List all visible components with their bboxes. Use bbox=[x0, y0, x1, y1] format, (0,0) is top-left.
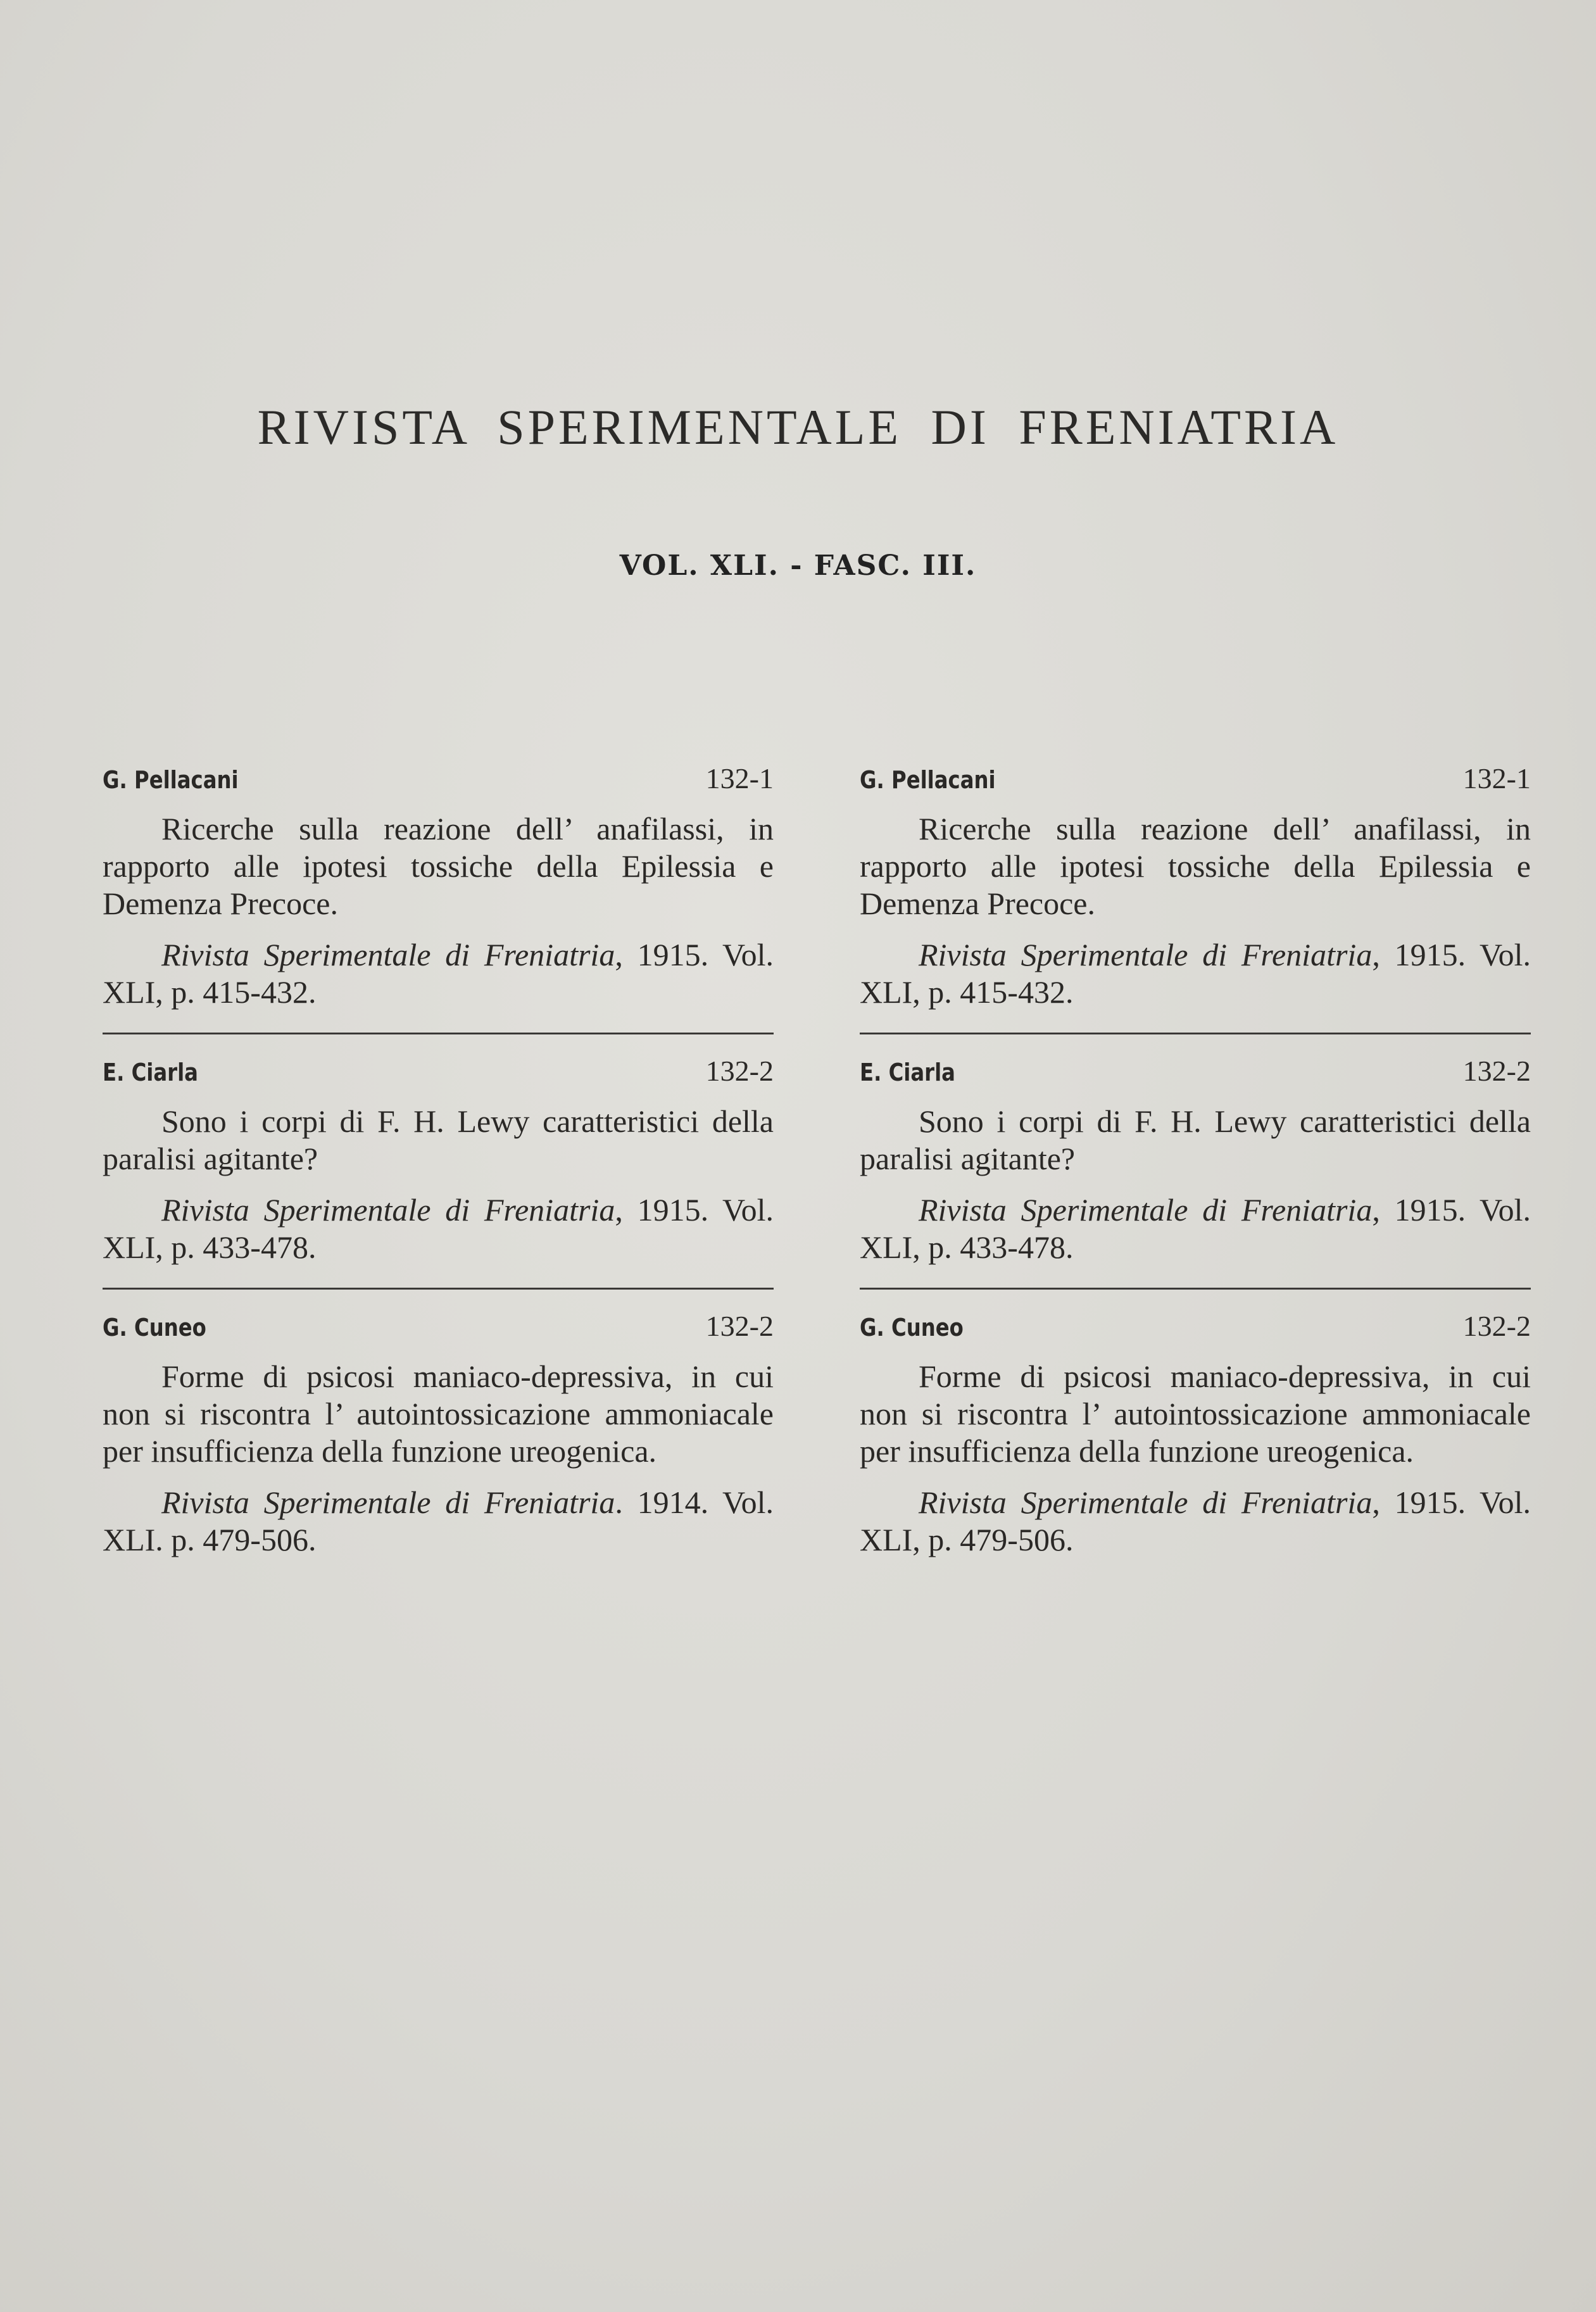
divider bbox=[103, 1033, 774, 1034]
journal-name: Rivista Sperimentale di Freniatria bbox=[919, 937, 1373, 972]
author: G. Cuneo bbox=[103, 1314, 206, 1341]
entry-code: 132-1 bbox=[705, 762, 774, 795]
entry-code: 132-2 bbox=[705, 1310, 774, 1342]
journal-name: Rivista Sperimentale di Freniatria bbox=[161, 1192, 615, 1228]
volume-pages: Vol. XLI, p. 415-432. bbox=[103, 937, 774, 1010]
article-title: Sono i corpi di F. H. Lewy caratteristici della paralisi agitante? bbox=[860, 1103, 1531, 1176]
divider bbox=[860, 1033, 1531, 1034]
article-title: Ricerche sulla reazione dell’ anafilassi, in rapporto alle ipotesi tossiche della Epilessia e Demenza Precoce. bbox=[103, 811, 774, 921]
year: . 1914. bbox=[615, 1485, 709, 1520]
author: E. Ciarla bbox=[860, 1059, 955, 1086]
entry-code: 132-2 bbox=[705, 1055, 774, 1087]
entry-header bbox=[860, 1307, 1531, 1352]
volume-pages: Vol. XLI, p. 433-478. bbox=[860, 1192, 1531, 1265]
divider bbox=[103, 1288, 774, 1290]
bibliography-entry bbox=[103, 1307, 774, 1559]
entry-header bbox=[860, 1052, 1531, 1096]
entry-code: 132-1 bbox=[1462, 762, 1531, 795]
citation bbox=[860, 1484, 1531, 1559]
divider bbox=[860, 1288, 1531, 1290]
right-column bbox=[860, 760, 1531, 1559]
citation bbox=[860, 936, 1531, 1011]
entry-header bbox=[103, 1307, 774, 1352]
left-column bbox=[103, 760, 774, 1559]
volume-pages: Vol. XLI, p. 479-506. bbox=[860, 1485, 1531, 1557]
year: , 1915. bbox=[615, 1192, 709, 1228]
author: E. Ciarla bbox=[103, 1059, 198, 1086]
bibliography-entry bbox=[860, 760, 1531, 1011]
bibliography-entry bbox=[860, 1307, 1531, 1559]
citation bbox=[103, 936, 774, 1011]
citation bbox=[860, 1191, 1531, 1266]
entry-header bbox=[103, 760, 774, 804]
year: , 1915. bbox=[1372, 937, 1466, 972]
entry-header bbox=[860, 760, 1531, 804]
citation bbox=[103, 1484, 774, 1559]
volume-issue: VOL. XLI. - FASC. III. bbox=[619, 550, 977, 582]
entry-code: 132-2 bbox=[1462, 1055, 1531, 1087]
year: , 1915. bbox=[1372, 1485, 1466, 1520]
year: , 1915. bbox=[1372, 1192, 1466, 1228]
entry-header bbox=[103, 1052, 774, 1096]
author: G. Pellacani bbox=[860, 766, 996, 794]
entry-code: 132-2 bbox=[1462, 1310, 1531, 1342]
article-title: Forme di psicosi maniaco-depressiva, in cui non si riscontra l’ autointossicazione ammoniacale per insufficienza della funzione ureogenica. bbox=[103, 1359, 774, 1469]
journal-name: Rivista Sperimentale di Freniatria bbox=[919, 1192, 1373, 1228]
volume-pages: Vol. XLI, p. 415-432. bbox=[860, 937, 1531, 1010]
journal-name: Rivista Sperimentale di Freniatria bbox=[161, 937, 615, 972]
journal-name: Rivista Sperimentale di Freniatria bbox=[919, 1485, 1373, 1520]
article-title: Sono i corpi di F. H. Lewy caratteristici della paralisi agitante? bbox=[103, 1103, 774, 1176]
bibliography-entry bbox=[103, 760, 774, 1011]
volume-pages: Vol. XLI, p. 433-478. bbox=[103, 1192, 774, 1265]
bibliography-entry bbox=[860, 1052, 1531, 1266]
author: G. Cuneo bbox=[860, 1314, 964, 1341]
author: G. Pellacani bbox=[103, 766, 239, 794]
journal-name: Rivista Sperimentale di Freniatria bbox=[161, 1485, 615, 1520]
citation bbox=[103, 1191, 774, 1266]
bibliography-entry bbox=[103, 1052, 774, 1266]
volume-pages: Vol. XLI. p. 479-506. bbox=[103, 1485, 774, 1557]
article-title: Ricerche sulla reazione dell’ anafilassi, in rapporto alle ipotesi tossiche della Epilessia e Demenza Precoce. bbox=[860, 811, 1531, 921]
year: , 1915. bbox=[615, 937, 709, 972]
journal-title: RIVISTA SPERIMENTALE DI FRENIATRIA bbox=[257, 399, 1339, 455]
article-title: Forme di psicosi maniaco-depressiva, in cui non si riscontra l’ autointossicazione ammoniacale per insufficienza della funzione ureogenica. bbox=[860, 1359, 1531, 1469]
